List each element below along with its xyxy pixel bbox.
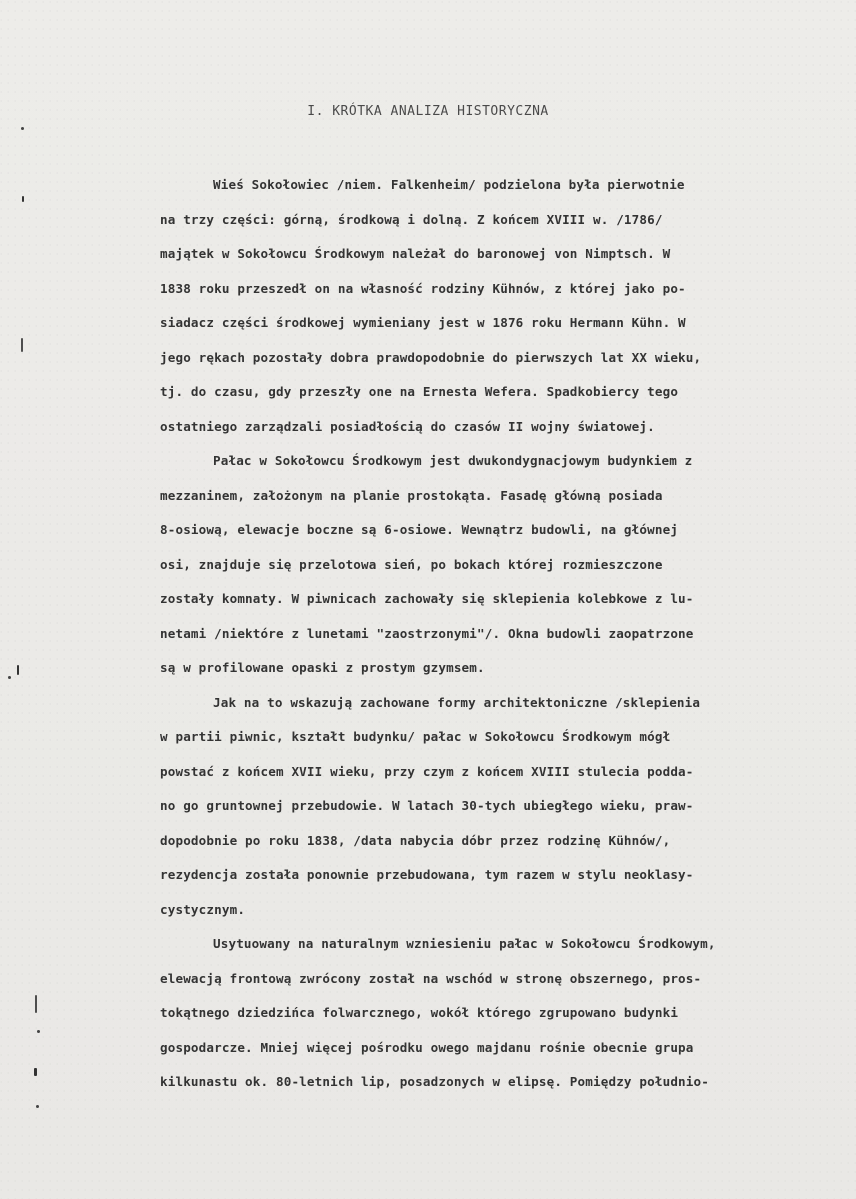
margin-mark [17,665,19,675]
text-line: tokątnego dziedzińca folwarcznego, wokół którego zgrupowano budynki [160,1005,679,1020]
margin-speck [8,676,11,679]
margin-speck [37,1030,40,1033]
page-title: I. KRÓTKA ANALIZA HISTORYCZNA [307,104,549,119]
text-line: majątek w Sokołowcu Środkowym należał do baronowej von Nimptsch. W [160,246,671,261]
paragraph-dating [160,690,820,932]
margin-mark [21,338,23,352]
text-line: gospodarcze. Mniej więcej pośrodku owego majdanu rośnie obecnie grupa [160,1039,694,1055]
margin-speck [21,127,24,130]
paragraph-history [160,172,820,448]
paragraph-building-description [160,448,820,690]
margin-mark [34,1068,37,1076]
text-line: w partii piwnic, kształt budynku/ pałac w Sokołowcu Środkowym mógł [160,729,671,744]
text-line: osi, znajduje się przelotowa sień, po bokach której rozmieszczone [160,556,663,572]
margin-mark [35,995,37,1013]
text-line: dopodobnie po roku 1838, /data nabycia dóbr przez rodzinę Kühnów/, [160,832,671,848]
text-line: zostały komnaty. W piwnicach zachowały się sklepienia kolebkowe z lu- [160,591,694,606]
text-line: no go gruntownej przebudowie. W latach 30-tych ubiegłego wieku, praw- [160,798,694,813]
text-line: jego rękach pozostały dobra prawdopodobnie do pierwszych lat XX wieku, [160,349,702,365]
text-line: ostatniego zarządzali posiadłością do czasów II wojny światowej. [160,418,655,434]
text-line: cystycznym. [160,901,246,917]
text-line: Wieś Sokołowiec /niem. Falkenheim/ podzielona była pierwotnie [213,177,685,192]
text-line: Jak na to wskazują zachowane formy architektoniczne /sklepienia [213,694,701,710]
document-body [160,172,820,1104]
text-line: powstać z końcem XVII wieku, przy czym z końcem XVIII stulecia podda- [160,763,694,779]
paragraph-location [160,931,820,1104]
text-line: 8-osiową, elewacje boczne są 6-osiowe. Wewnątrz budowli, na głównej [160,522,679,537]
text-line: rezydencja została ponownie przebudowana, tym razem w stylu neoklasy- [160,867,694,882]
text-line: Usytuowany na naturalnym wzniesieniu pałac w Sokołowcu Środkowym, [213,936,716,951]
text-line: mezzaninem, założonym na planie prostokąta. Fasadę główną posiada [160,487,663,503]
text-line: są w profilowane opaski z prostym gzymsem. [160,660,485,675]
margin-speck [36,1105,39,1108]
margin-mark [22,196,24,202]
text-line: na trzy części: górną, środkową i dolną. Z końcem XVIII w. /1786/ [160,211,663,227]
text-line: netami /niektóre z lunetami "zaostrzonymi"/. Okna budowli zaopatrzone [160,625,694,641]
text-line: elewacją frontową zwrócony został na wschód w stronę obszernego, pros- [160,970,702,986]
text-line: siadacz części środkowej wymieniany jest w 1876 roku Hermann Kühn. W [160,315,686,330]
text-line: tj. do czasu, gdy przeszły one na Ernesta Wefera. Spadkobiercy tego [160,384,679,399]
text-line: kilkunastu ok. 80-letnich lip, posadzonych w elipsę. Pomiędzy południo- [160,1074,709,1089]
text-line: 1838 roku przeszedł on na własność rodziny Kühnów, z której jako po- [160,280,686,296]
text-line: Pałac w Sokołowcu Środkowym jest dwukondygnacjowym budynkiem z [213,453,693,468]
